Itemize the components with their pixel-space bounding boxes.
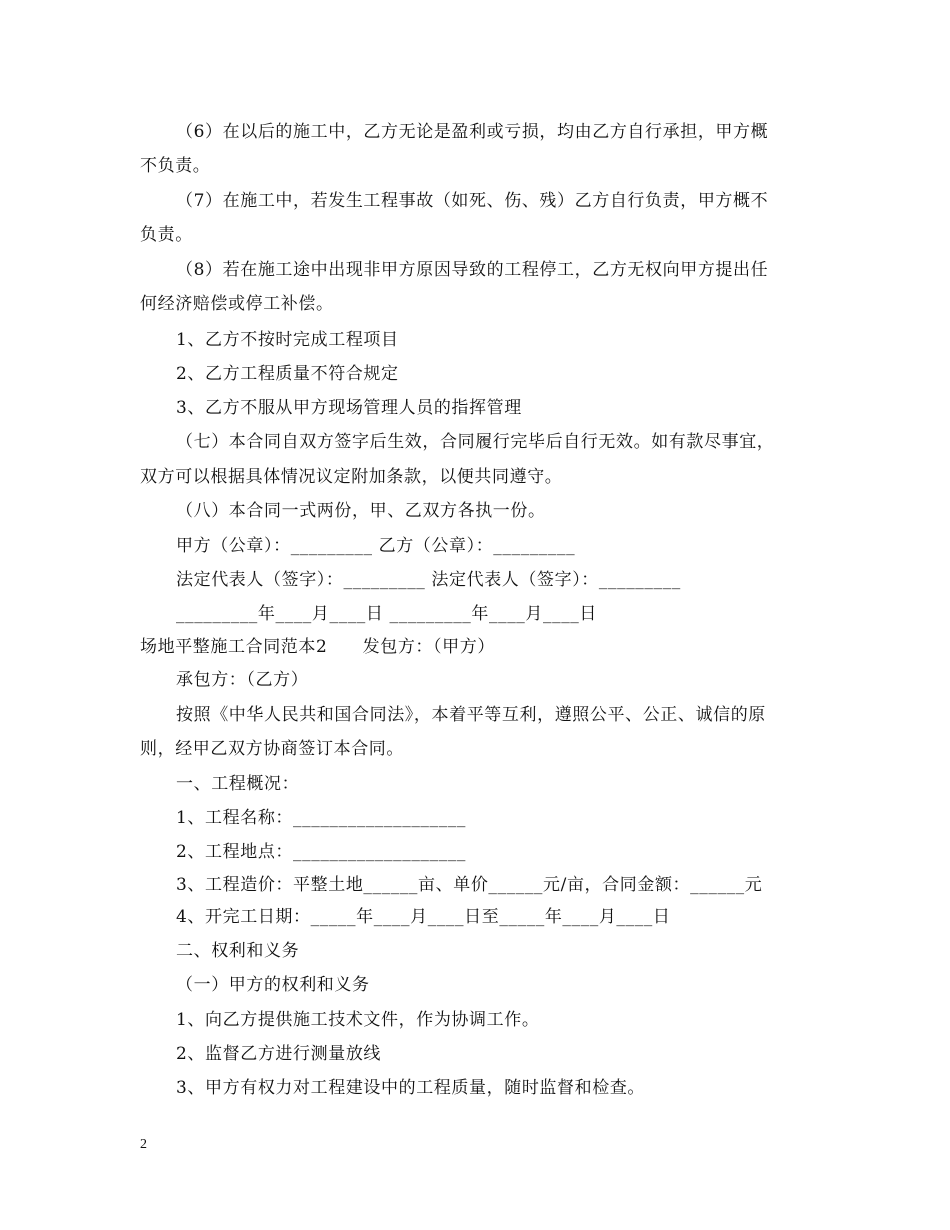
contract-2-title: 场地平整施工合同范本2 发包方：（甲方） [140,637,495,657]
project-name: 1、工程名称：___________________ [176,808,466,828]
clause-6-line-1: （6）在以后的施工中，乙方无论是盈利或亏损，均由乙方自行承担，甲方概 [176,122,769,142]
signature-line: 法定代表人（签字）：_________ 法定代表人（签字）：_________ [176,570,681,590]
project-location: 2、工程地点：___________________ [176,842,466,862]
section-2-heading: 二、权利和义务 [176,941,300,961]
clause-7-line-2: 负责。 [140,225,193,245]
party-a-item-2: 2、监督乙方进行测量放线 [176,1044,382,1064]
contractor-party: 承包方：（乙方） [176,670,309,690]
party-a-rights-heading: （一）甲方的权利和义务 [176,975,370,995]
article-7-line-1: （七）本合同自双方签字后生效，合同履行完毕后自行无效。如有款尽事宜， [176,432,775,452]
list-item-1: 1、乙方不按时完成工程项目 [176,330,399,350]
clause-6-line-2: 不负责。 [140,156,211,176]
preamble-line-2: 则，经甲乙双方协商签订本合同。 [140,739,404,759]
clause-7-line-1: （7）在施工中，若发生工程事故（如死、伤、残）乙方自行负责，甲方概不 [176,191,769,211]
clause-8-line-1: （8）若在施工途中出现非甲方原因导致的工程停工，乙方无权向甲方提出任 [176,260,769,280]
page-number: 2 [140,1137,147,1152]
project-dates: 4、开完工日期：_____年____月____日至_____年____月____日 [176,907,671,927]
preamble-line-1: 按照《中华人民共和国合同法》，本着平等互利，遵照公平、公正、诚信的原 [176,705,766,725]
section-1-heading: 一、工程概况： [176,774,300,794]
list-item-2: 2、乙方工程质量不符合规定 [176,364,399,384]
seal-line: 甲方（公章）：_________ 乙方（公章）：_________ [176,536,576,556]
date-line: _________年____月____日 _________年____月____日 [176,604,598,624]
party-a-item-1: 1、向乙方提供施工技术文件，作为协调工作。 [176,1010,540,1030]
list-item-3: 3、乙方不服从甲方现场管理人员的指挥管理 [176,398,522,418]
clause-8-line-2: 何经济赔偿或停工补偿。 [140,294,334,314]
project-cost: 3、工程造价：平整土地______亩、单价______元/亩，合同金额：______元 [176,875,763,895]
party-a-item-3: 3、甲方有权力对工程建设中的工程质量，随时监督和检查。 [176,1078,646,1098]
article-8: （八）本合同一式两份，甲、乙双方各执一份。 [176,501,546,521]
article-7-line-2: 双方可以根据具体情况议定附加条款，以便共同遵守。 [140,467,563,487]
